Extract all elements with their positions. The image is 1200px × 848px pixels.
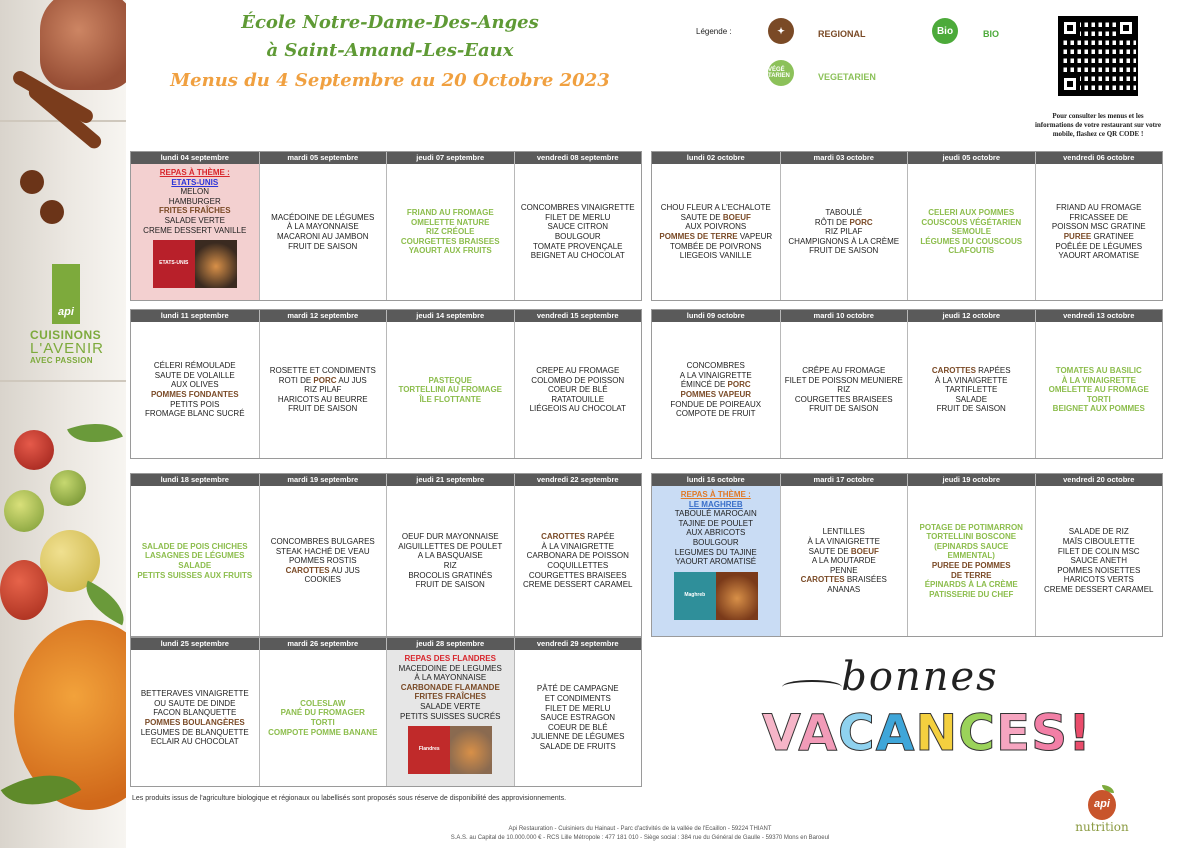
menu-item: PATISSERIE DU CHEF (929, 589, 1014, 599)
menu-item: HARICOTS AU BEURRE (277, 394, 368, 404)
day-header: lundi 16 octobre (652, 474, 780, 486)
slogan-line-3: AVEC PASSION (30, 356, 93, 365)
api-logo: api (52, 264, 80, 324)
menu-item: SALADE (955, 394, 988, 404)
menu-item: LENTILLES (822, 527, 865, 537)
menu-item: FRUIT DE SAISON (809, 404, 879, 414)
day-header: mardi 26 septembre (260, 638, 387, 650)
legend-bio-label: BIO (983, 29, 1000, 39)
day-column (131, 638, 259, 786)
day-column (1035, 152, 1163, 300)
theme-image-label: Flandres (418, 746, 440, 753)
school-name: École Notre-Dame-Des-Anges (241, 12, 539, 33)
menu-item: CREME DESSERT CARAMEL (1043, 584, 1154, 594)
day-header: mardi 17 octobre (781, 474, 908, 486)
day-menu (260, 322, 387, 458)
menu-item: POMMES DE TERRE VAPEUR (659, 232, 773, 241)
day-header: lundi 18 septembre (131, 474, 259, 486)
day-header: jeudi 21 septembre (387, 474, 514, 486)
menu-item: POISSON MSC GRATINE (1051, 222, 1146, 232)
menu-item: PANÉ DU FROMAGER (280, 708, 365, 718)
day-header: mardi 19 septembre (260, 474, 387, 486)
week-block (130, 151, 642, 301)
menu-item: BOULGOUR (692, 537, 739, 547)
day-menu (515, 164, 642, 300)
day-header: vendredi 22 septembre (515, 474, 642, 486)
menu-item: YAOURT AROMATISE (1058, 251, 1140, 261)
day-menu (131, 164, 259, 300)
menu-item: À LA VINAIGRETTE (935, 375, 1008, 385)
menu-item: FILET DE MERLU (545, 212, 611, 222)
menu-item: TOMBÉE DE POIVRONS (670, 241, 762, 251)
week-block (651, 309, 1163, 459)
menu-item: PETITS POIS (170, 399, 220, 409)
theme-meal-image (153, 240, 237, 288)
menu-item: FROMAGE BLANC SUCRÉ (144, 409, 245, 419)
theme-meal-image (674, 572, 758, 620)
day-header: vendredi 29 septembre (515, 638, 642, 650)
menu-item: HAMBURGER (168, 196, 221, 206)
menu-item: LEGUMES DU TAJINE (674, 547, 757, 557)
day-menu (652, 164, 780, 300)
theme-meal-image (408, 726, 492, 774)
week-block (651, 151, 1163, 301)
menu-item: SAUTE DE BOEUF (680, 212, 751, 222)
menu-item: LASAGNES DE LÉGUMES (144, 551, 245, 561)
menu-item: MACARONI AU JAMBON (276, 232, 369, 241)
menu-item: COMPOTE POMME BANANE (268, 727, 378, 737)
menu-item: SAUCE ESTRAGON (540, 713, 616, 723)
vacances-letter: V (762, 704, 799, 762)
day-menu (908, 486, 1035, 636)
qr-code[interactable] (1058, 16, 1138, 96)
menu-item: JULIENNE DE LÉGUMES (531, 732, 625, 742)
day-header: lundi 09 octobre (652, 310, 780, 322)
menu-item: POTAGE DE POTIMARRON (919, 522, 1023, 532)
menu-item: (EPINARDS SAUCE (934, 541, 1009, 551)
menu-item: COMPOTE DE FRUIT (675, 409, 756, 419)
week-block (130, 309, 642, 459)
menu-item: FRIAND AU FROMAGE (406, 208, 494, 218)
menu-item: LÉGUMES DU COUSCOUS (920, 236, 1023, 246)
menu-item: FRUIT DE SAISON (288, 404, 358, 414)
menu-item: PUREE GRATINEE (1063, 232, 1134, 241)
day-column (259, 638, 387, 786)
day-header: lundi 25 septembre (131, 638, 259, 650)
menu-item: FRUIT DE SAISON (415, 580, 485, 590)
menu-item: POÊLÉE DE LÉGUMES (1055, 241, 1143, 251)
day-column (907, 474, 1035, 636)
menu-item: SALADE DE FRUITS (539, 741, 616, 751)
menu-item: A LA VINAIGRETTE (679, 370, 752, 380)
vacances-letter: E (995, 704, 1032, 762)
day-column (780, 310, 908, 458)
jam-jar-image (40, 0, 126, 90)
menu-item: SAUTE DE VOLAILLE (154, 370, 235, 380)
day-header: vendredi 08 septembre (515, 152, 642, 164)
menu-item: BROCOLIS GRATINÉS (408, 570, 493, 580)
menu-item: CARBONARA DE POISSON (526, 551, 629, 561)
day-header: mardi 10 octobre (781, 310, 908, 322)
menu-item: TARTIFLETTE (945, 385, 998, 395)
menu-item: CREME DESSERT CARAMEL (522, 580, 633, 590)
menu-item: SEMOULE (951, 227, 992, 237)
menu-item: LIEGEOIS VANILLE (679, 251, 752, 261)
day-menu (515, 322, 642, 458)
menu-item: SALADE (178, 561, 212, 570)
menu-item: SALADE DE POIS CHICHES (141, 541, 248, 551)
menu-item: RIZ (837, 385, 851, 395)
menu-item: COEUR DE BLÉ (547, 385, 608, 395)
menu-item: À LA MAYONNAISE (414, 673, 487, 683)
day-column (514, 638, 642, 786)
day-header: jeudi 19 octobre (908, 474, 1035, 486)
slogan-line-1: CUISINONS (30, 328, 102, 342)
menu-item: RATATOUILLE (551, 394, 605, 404)
menu-item: FRITES FRAÎCHES (414, 692, 487, 702)
menu-item: RÔTI DE PORC (814, 217, 873, 227)
day-header: lundi 11 septembre (131, 310, 259, 322)
menu-item: TAJINE DE POULET (678, 518, 754, 528)
day-header: vendredi 13 octobre (1036, 310, 1163, 322)
menu-item: À LA VINAIGRETTE (541, 541, 614, 551)
menu-item: COURGETTES BRAISEES (400, 236, 500, 246)
menu-item: CONCOMBRES VINAIGRETTE (520, 203, 635, 213)
menu-item: ET CONDIMENTS (544, 694, 611, 704)
menu-item: SAUTE DE BOEUF (808, 546, 879, 556)
menu-item: CELERI AUX POMMES (928, 208, 1015, 218)
footer-line-1: Api Restauration - Cuisiniers du Hainaut - Parc d'activités de la vallée de l'Ecaillon - 59224 THIANT (508, 826, 772, 832)
menu-item: YAOURT AUX FRUITS (408, 246, 492, 256)
menu-item: FRIAND AU FROMAGE (1056, 203, 1142, 213)
menu-item: LEGUMES DE BLANQUETTE (140, 727, 249, 737)
footnote: Les produits issus de l'agriculture biologique et régionaux ou labellisés sont proposés sous réserve de disponibilité des approvisionnements. (132, 795, 567, 802)
menu-item: MACEDOINE DE LEGUMES (398, 663, 502, 673)
menu-item: CHAMPIGNONS À LA CRÈME (788, 236, 900, 246)
day-menu (260, 164, 387, 300)
menu-item: OEUF DUR MAYONNAISE (401, 532, 499, 542)
day-header: vendredi 15 septembre (515, 310, 642, 322)
day-column (652, 474, 780, 636)
menu-item: PENNE (829, 565, 858, 575)
school-city: à Saint-Amand-Les-Eaux (266, 40, 514, 61)
bio-icon: Bio (932, 18, 958, 44)
day-menu (1036, 322, 1163, 458)
day-menu (781, 164, 908, 300)
menu-item: FACON BLANQUETTE (153, 708, 237, 718)
menu-item: MACÉDOINE DE LÉGUMES (271, 212, 375, 222)
menu-item: PETITS SUISSES AUX FRUITS (137, 570, 253, 580)
menu-item: DE TERRE (951, 570, 992, 580)
vacances-letter: ! (1068, 704, 1092, 762)
day-column (514, 152, 642, 300)
api-slogan (30, 328, 126, 365)
day-column (259, 152, 387, 300)
footer-line-2: S.A.S. au Capital de 10.000.000 € - RCS Lille Métropole : 477 181 010 - Siège social : 384 rue du Général de Gaulle - 59370 Mons en Baroeul (450, 835, 830, 841)
legend-vegetarian-label: VEGETARIEN (818, 72, 876, 82)
menu-item: AUX POIVRONS (685, 222, 747, 232)
menu-item: COOKIES (304, 575, 341, 585)
menu-item: LIÉGEOIS AU CHOCOLAT (529, 404, 626, 414)
menu-item: ANANAS (827, 584, 861, 594)
theme-image-label: Maghreb (684, 591, 706, 598)
theme-image-label: ETATS-UNIS (159, 260, 189, 267)
day-menu (908, 164, 1035, 300)
day-menu (652, 322, 780, 458)
day-menu (387, 164, 514, 300)
week-block (130, 473, 642, 637)
menu-item: COQUILLETTES (547, 561, 609, 570)
menu-item: FRUIT DE SAISON (809, 246, 879, 256)
day-header: mardi 12 septembre (260, 310, 387, 322)
menu-item: SALADE VERTE (420, 701, 481, 711)
menu-item: CARBONADE FLAMANDE (400, 682, 500, 692)
slogan-line-2: L'AVENIR (30, 340, 104, 357)
menu-item: COURGETTES BRAISEES (528, 570, 627, 580)
menu-item: A LA BASQUAISE (417, 551, 483, 561)
menu-item: SAUCE CITRON (547, 222, 608, 232)
menu-item: COEUR DE BLÉ (547, 722, 608, 732)
menu-item: BOULGOUR (554, 232, 601, 241)
day-column (386, 310, 514, 458)
menu-item: TABOULÉ MAROCAIN (674, 509, 757, 519)
menu-item: ROSETTE ET CONDIMENTS (269, 366, 376, 376)
day-menu (1036, 164, 1163, 300)
qr-caption: Pour consulter les menus et les informations de votre restaurant sur votre mobile, flashez ce QR CODE ! (1034, 112, 1162, 138)
menu-item: A LA MOUTARDE (811, 556, 876, 566)
menu-item: FILET DE MERLU (545, 703, 611, 713)
menu-item: TABOULÉ (825, 208, 863, 218)
day-menu (652, 486, 780, 636)
day-header: jeudi 12 octobre (908, 310, 1035, 322)
menu-item: EMMENTAL) (947, 551, 995, 561)
menu-item: OMELETTE NATURE (410, 217, 490, 227)
menu-item: ÎLE FLOTTANTE (419, 394, 482, 404)
menu-item: TORTELLINI AU FROMAGE (398, 385, 503, 395)
day-menu (387, 322, 514, 458)
menu-item: FILET DE POISSON MEUNIERE (784, 375, 903, 385)
day-header: lundi 04 septembre (131, 152, 259, 164)
menu-item: TOMATE PROVENÇALE (533, 241, 623, 251)
menu-item: FILET DE COLIN MSC (1057, 546, 1140, 556)
menu-item: COURGETTES BRAISEES (794, 394, 893, 404)
api-nutrition-text: nutrition (1075, 820, 1129, 834)
day-column (780, 474, 908, 636)
menu-item: AUX ABRICOTS (686, 528, 746, 538)
menu-item: REPAS À THÈME : (159, 168, 230, 177)
day-header: vendredi 06 octobre (1036, 152, 1163, 164)
api-nutrition-logo: api (1088, 790, 1116, 820)
week-block (130, 637, 642, 787)
menu-item: CONCOMBRES BULGARES (270, 537, 375, 547)
day-menu (131, 486, 259, 636)
menu-item: MELON (180, 187, 209, 197)
day-column (1035, 310, 1163, 458)
menu-item: REPAS DES FLANDRES (404, 654, 496, 663)
vacances-letter: A (875, 704, 916, 762)
menu-item: ÉMINCÉ DE PORC (680, 380, 751, 390)
vacances-letter: C (838, 704, 876, 762)
menu-item: TORTI (310, 718, 335, 727)
menu-item: RIZ PILAF (304, 385, 342, 395)
menu-item: AUX OLIVES (170, 380, 219, 390)
menu-item: COLESLAW (300, 698, 346, 708)
day-menu (1036, 486, 1163, 636)
week-block (651, 473, 1163, 637)
day-header: mardi 03 octobre (781, 152, 908, 164)
menu-item: PASTEQUE (428, 375, 472, 385)
day-menu (515, 650, 642, 786)
menu-item: FRICASSEE DE (1069, 212, 1129, 222)
menu-item: COUSCOUS VÉGÉTARIEN (921, 217, 1022, 227)
menu-item: CAROTTES RAPÉES (931, 366, 1011, 376)
day-column (131, 474, 259, 636)
day-column (907, 310, 1035, 458)
vacances-text (762, 704, 1092, 762)
menu-period-title: Menus du 4 Septembre au 20 Octobre 2023 (170, 70, 610, 91)
menu-item: RIZ (443, 561, 457, 570)
day-menu (387, 486, 514, 636)
menu-item: POMMES ROSTIS (288, 556, 357, 566)
day-header: vendredi 20 octobre (1036, 474, 1163, 486)
legend-title: Légende : (696, 27, 732, 36)
menu-item: POMMES BOULANGÈRES (144, 718, 245, 727)
menu-item: BEIGNET AU CHOCOLAT (530, 251, 625, 261)
menu-item: RIZ CRÉOLE (426, 227, 475, 237)
menu-item: À LA MAYONNAISE (286, 222, 359, 232)
menu-item: POMMES VAPEUR (680, 390, 752, 399)
menu-item: TORTELLINI BOSCONE (926, 532, 1017, 542)
menu-item: FRITES FRAÎCHES (158, 206, 231, 216)
menu-item: MAÏS CIBOULETTE (1062, 537, 1135, 547)
menu-item: SALADE VERTE (164, 215, 225, 225)
menu-item: ÉPINARDS À LA CRÈME (924, 580, 1018, 590)
day-column (386, 474, 514, 636)
menu-item: ECLAIR AU CHOCOLAT (150, 737, 239, 747)
menu-item: TOMATES AU BASILIC (1055, 366, 1142, 376)
day-menu (131, 322, 259, 458)
menu-item: FONDUE DE POIREAUX (670, 399, 762, 409)
vegetarian-icon: VÉGÉ TARIEN (768, 60, 794, 86)
menu-item: COLOMBO DE POISSON (531, 375, 625, 385)
menu-item: CAROTTES BRAISÉES (800, 575, 887, 585)
menu-item: RIZ PILAF (825, 227, 863, 237)
day-column (386, 152, 514, 300)
menu-item: À LA VINAIGRETTE (1061, 375, 1136, 385)
menu-item: CÉLERI RÉMOULADE (153, 361, 236, 371)
day-menu (260, 650, 387, 786)
menu-item: POMMES FONDANTES (150, 390, 239, 399)
menu-item: PUREE DE POMMES (931, 561, 1011, 570)
day-column (907, 152, 1035, 300)
menu-item: CREPE AU FROMAGE (536, 366, 620, 376)
menu-item: SAUCE ANETH (1070, 556, 1127, 566)
day-column (386, 638, 514, 786)
menu-item: PETITS SUISSES SUCRÉS (400, 711, 501, 721)
day-column (652, 310, 780, 458)
decorative-sidebar (0, 0, 126, 848)
day-header: jeudi 14 septembre (387, 310, 514, 322)
menu-item: AIGUILLETTES DE POULET (398, 541, 503, 551)
menu-item: SALADE DE RIZ (1068, 527, 1129, 537)
day-header: jeudi 05 octobre (908, 152, 1035, 164)
menu-item: YAOURT AROMATISÉ (675, 557, 757, 567)
menu-item: OMELETTE AU FROMAGE (1048, 385, 1149, 395)
bonnes-text: bonnes (841, 654, 999, 700)
menu-item: CAROTTES AU JUS (285, 565, 360, 575)
day-column (652, 152, 780, 300)
vacances-letter: S (1031, 704, 1069, 762)
day-header: mardi 05 septembre (260, 152, 387, 164)
vacances-letter: N (915, 704, 959, 762)
day-column (514, 310, 642, 458)
menu-item: STEAK HACHÉ DE VEAU (275, 546, 370, 556)
menu-item: OU SAUTE DE DINDE (154, 698, 236, 708)
menu-item: CLAFOUTIS (948, 246, 995, 256)
menu-item: ETATS-UNIS (171, 177, 219, 187)
day-menu (387, 650, 514, 786)
menu-item: À LA VINAIGRETTE (807, 537, 880, 547)
menu-item: BETTERAVES VINAIGRETTE (140, 689, 249, 699)
menu-item: POMMES NOISETTES (1057, 565, 1141, 575)
menu-item: FRUIT DE SAISON (288, 241, 358, 251)
day-header: jeudi 28 septembre (387, 638, 514, 650)
menu-item: REPAS À THÈME : (680, 490, 751, 499)
menu-item: HARICOTS VERTS (1063, 575, 1134, 585)
legend-regional-label: REGIONAL (818, 29, 866, 39)
day-menu (781, 322, 908, 458)
day-header: lundi 02 octobre (652, 152, 780, 164)
menu-item: CONCOMBRES (686, 361, 745, 371)
day-column (131, 152, 259, 300)
day-column (1035, 474, 1163, 636)
menu-item: CRÊPE AU FROMAGE (802, 366, 886, 376)
menu-item: TORTI (1086, 394, 1111, 404)
day-column (514, 474, 642, 636)
day-menu (781, 486, 908, 636)
day-menu (515, 486, 642, 636)
day-column (780, 152, 908, 300)
day-menu (131, 650, 259, 786)
regional-icon: ✦ (768, 18, 794, 44)
day-column (259, 474, 387, 636)
menu-item: CHOU FLEUR A L'ECHALOTE (660, 203, 771, 213)
vacances-letter: A (798, 704, 839, 762)
day-column (259, 310, 387, 458)
menu-item: CAROTTES RAPÉE (541, 532, 615, 542)
menu-item: CREME DESSERT VANILLE (143, 225, 247, 235)
menu-item: PÂTÉ DE CAMPAGNE (536, 684, 619, 694)
vacances-letter: C (958, 704, 996, 762)
menu-item: BEIGNET AUX POMMES (1052, 404, 1145, 414)
day-column (131, 310, 259, 458)
menu-item: FRUIT DE SAISON (936, 404, 1006, 414)
day-menu (908, 322, 1035, 458)
menu-item: ROTI DE PORC AU JUS (278, 375, 367, 385)
menu-item: LE MAGHREB (688, 499, 743, 509)
day-header: jeudi 07 septembre (387, 152, 514, 164)
day-menu (260, 486, 387, 636)
